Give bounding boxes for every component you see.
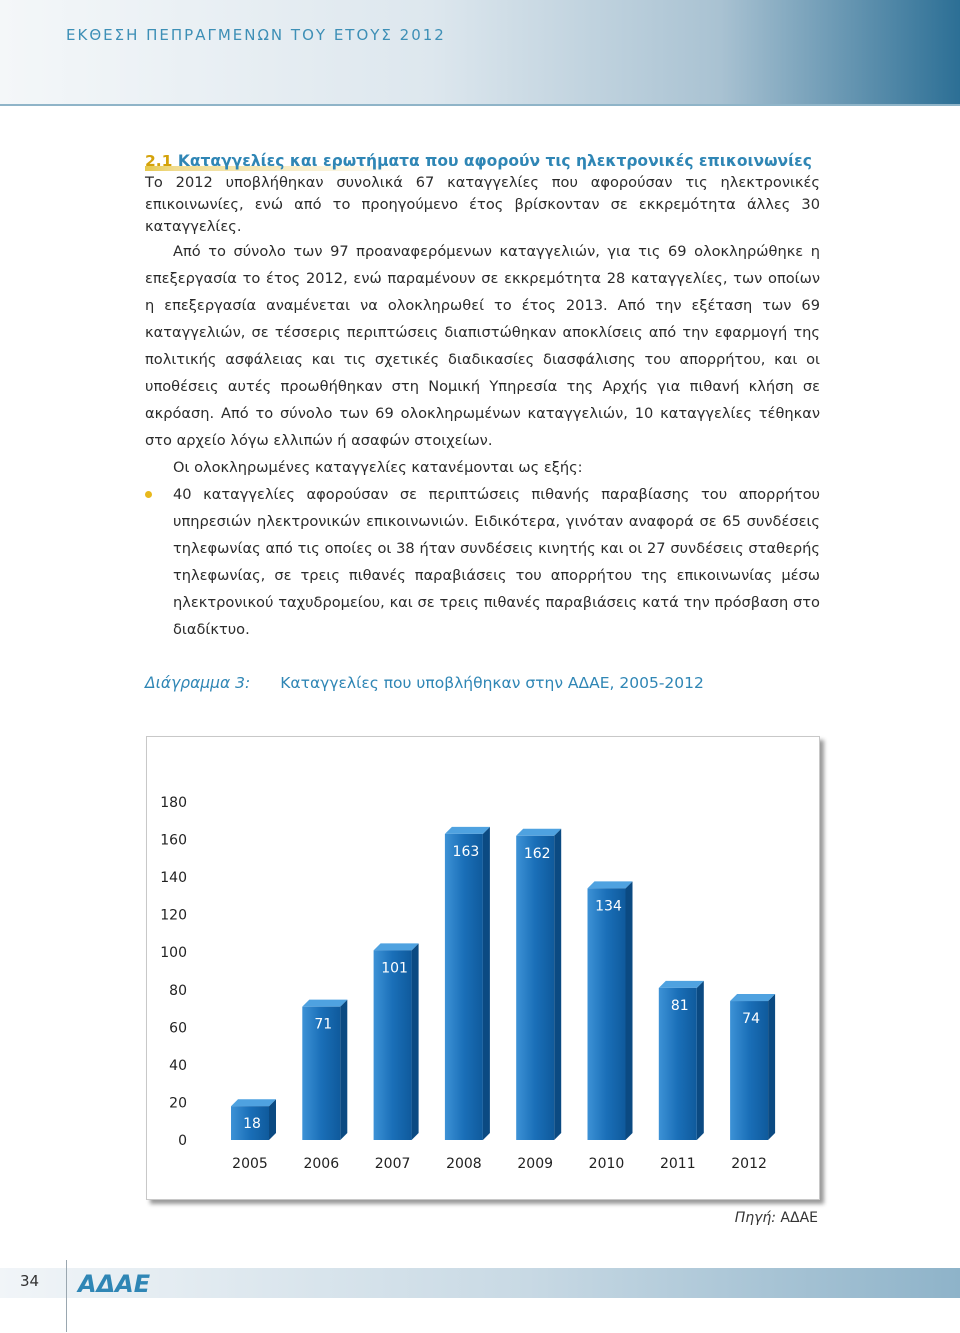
data-label: 74 [742, 1011, 761, 1028]
source-note [735, 1210, 818, 1226]
bar-front [588, 888, 626, 1140]
y-tick-label: 80 [169, 982, 187, 999]
y-tick-label: 60 [169, 1020, 187, 1037]
section-content [145, 150, 820, 643]
data-label: 18 [243, 1116, 261, 1133]
section-heading [145, 150, 820, 172]
data-label: 163 [452, 843, 480, 860]
adae-logo [70, 1268, 170, 1298]
bar-chart [147, 737, 819, 1199]
footer-divider [66, 1260, 67, 1332]
bar-top [302, 1000, 347, 1007]
bar-top [730, 994, 775, 1001]
paragraph-3: Οι ολοκληρωμένες καταγγελίες κατανέμονται ως εξής: [173, 459, 583, 476]
paragraph-2: Από το σύνολο των 97 προαναφερόμενων καταγγελιών, για τις 69 ολοκληρώθηκε η επεξεργασία το έτος 2012, ενώ παραμένουν σε εκκρεμότητα 28 καταγγελίες, των οποίων η επεξεργασία αναμένεται να ολοκληρωθεί το έτος 2013. Από την εξέταση των 69 καταγγελιών, σε τέσσερις περιπτώσεις διαπιστώθηκαν αποκλίσεις από την εφαρμογή της πολιτικής ασφάλειας και τις σχετικές διαδικασίες διασφάλισης του απορρήτου, και οι υποθέσεις αυτές προωθήθηκαν στη Νομική Υπηρεσία της Αρχής για πιθανή κλήση σε ακρόαση. Από το σύνολο των 69 ολοκληρωμένων καταγγελιών, 10 καταγγελίες τέθηκαν στο αρχείο λόγω ελλιπών ή ασαφών στοιχείων. [145, 243, 820, 449]
x-tick-label: 2009 [517, 1156, 554, 1172]
x-tick-label: 2006 [303, 1156, 340, 1172]
header-band [0, 0, 960, 104]
bar-side [412, 943, 419, 1140]
bar-2009 [516, 829, 561, 1140]
x-tick-label: 2012 [731, 1156, 767, 1172]
x-tick-label: 2010 [588, 1156, 625, 1172]
section-number: 2.1 [145, 152, 173, 170]
y-tick-label: 120 [160, 907, 187, 924]
bar-top [516, 829, 561, 836]
bar-front [516, 836, 554, 1140]
page-number: 34 [20, 1272, 40, 1290]
y-tick-label: 20 [169, 1095, 187, 1112]
bar-front [374, 950, 412, 1140]
bar-2010 [588, 881, 633, 1140]
bar-side [697, 981, 704, 1140]
bar-side [269, 1099, 276, 1140]
bar-side [554, 829, 561, 1140]
bar-top [659, 981, 704, 988]
section-heading-text: Καταγγελίες και ερωτήματα που αφορούν τις ηλεκτρονικές επικοινωνίες [177, 152, 812, 170]
logo-text: ΑΔΑΕ [78, 1270, 151, 1298]
y-tick-label: 100 [160, 945, 187, 962]
bar-side [483, 827, 490, 1140]
data-label: 71 [314, 1016, 333, 1033]
y-tick-label: 160 [160, 832, 187, 849]
y-tick-label: 40 [169, 1057, 187, 1074]
x-tick-label: 2011 [659, 1156, 696, 1172]
chart-caption-text: Καταγγελίες που υποβλήθηκαν στην ΑΔΑΕ, 2005-2012 [280, 674, 704, 692]
bar-side [340, 1000, 347, 1140]
bullet-dot-icon [145, 491, 152, 498]
x-tick-label: 2005 [232, 1156, 268, 1172]
data-label: 162 [523, 845, 551, 862]
bar-top [588, 881, 633, 888]
bar-front [445, 834, 483, 1140]
header-title: ΕΚΘΕΣΗ ΠΕΠΡΑΓΜΕΝΩΝ ΤΟΥ ΕΤΟΥΣ 2012 [66, 26, 446, 44]
data-label: 101 [381, 960, 408, 977]
bar-top [374, 943, 419, 950]
x-tick-label: 2008 [446, 1156, 482, 1172]
chart-caption [145, 674, 704, 692]
bullet-item [145, 481, 820, 643]
source-label: Πηγή: [734, 1210, 776, 1226]
y-tick-label: 180 [160, 795, 187, 811]
y-tick-label: 140 [160, 870, 187, 887]
bar-side [626, 881, 633, 1140]
y-tick-label: 0 [178, 1133, 187, 1149]
data-label: 81 [670, 997, 689, 1014]
source-value: ΑΔΑΕ [780, 1210, 818, 1226]
data-label: 134 [595, 898, 622, 915]
chart-container [146, 736, 820, 1200]
paragraph-1: Το 2012 υποβλήθηκαν συνολικά 67 καταγγελίες που αφορούσαν τις ηλεκτρονικές επικοινωνίες, ενώ από το προηγούμενο έτος βρίσκονταν σε εκκρεμότητα άλλες 30 καταγγελίες. [145, 174, 820, 235]
bar-top [445, 827, 490, 834]
x-tick-label: 2007 [374, 1156, 411, 1172]
bar-2008 [445, 827, 490, 1140]
bar-top [231, 1099, 276, 1106]
bullet-text: 40 καταγγελίες αφορούσαν σε περιπτώσεις πιθανής παραβίασης του απορρήτου υπηρεσιών ηλεκτρονικών επικοινωνιών. Ειδικότερα, γινόταν αναφορά σε 65 συνδέσεις τηλεφωνίας από τις οποίες οι 38 ήταν συνδέσεις κινητής και οι 27 συνδέσεις σταθερής τηλεφωνίας, σε τρεις πιθανές παραβιάσεις του απορρήτου της επικοινωνίας μέσω ηλεκτρονικού ταχυδρομείου, και σε τρεις πιθανές παραβιάσεις κατά την πρόσβαση στο διαδίκτυο. [173, 486, 820, 638]
chart-caption-label: Διάγραμμα 3: [145, 674, 251, 692]
bar-side [768, 994, 775, 1140]
header-rule [0, 104, 960, 106]
